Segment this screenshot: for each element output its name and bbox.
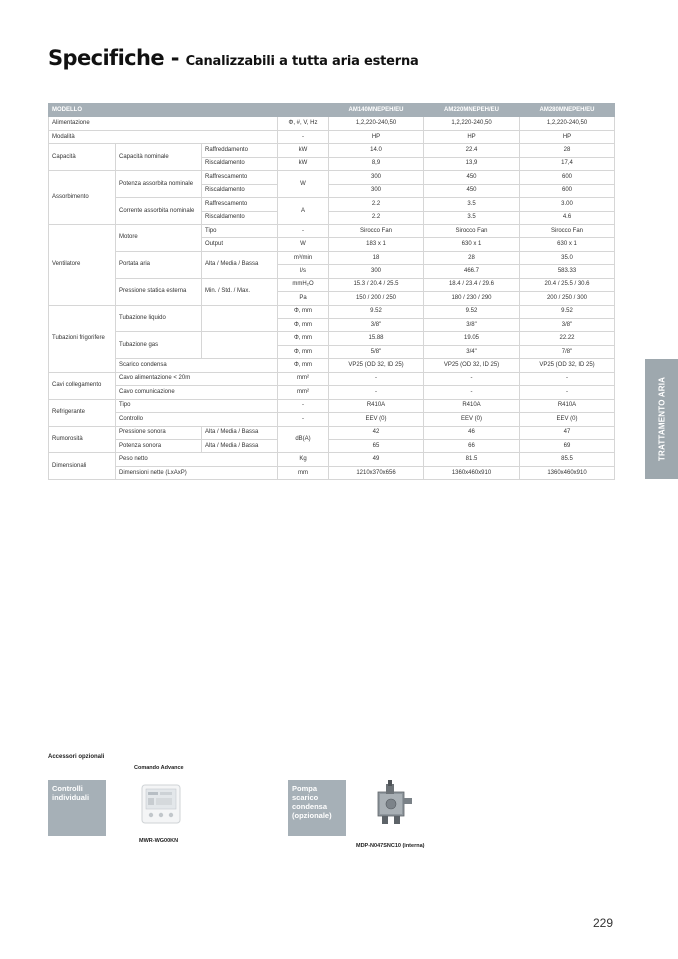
row-detail: Alta / Media / Bassa xyxy=(202,426,278,439)
unit-cell: - xyxy=(278,130,329,143)
row-detail: Alta / Media / Bassa xyxy=(202,251,278,278)
table-row xyxy=(49,466,615,479)
value-cell: 49 xyxy=(329,453,424,466)
value-cell: 35.0 xyxy=(520,251,615,264)
value-cell: 630 x 1 xyxy=(424,238,520,251)
value-cell: 9.52 xyxy=(424,305,520,318)
table-row xyxy=(49,117,615,130)
unit-cell: kW xyxy=(278,157,329,170)
value-cell: 300 xyxy=(329,265,424,278)
spec-table xyxy=(48,103,615,480)
table-row xyxy=(49,453,615,466)
row-sub-label: Capacità nominale xyxy=(116,144,202,171)
value-cell: 65 xyxy=(329,439,424,452)
value-cell: 1210x370x656 xyxy=(329,466,424,479)
value-cell: 466.7 xyxy=(424,265,520,278)
accessories-title: Accessori opzionali xyxy=(48,754,105,760)
section-side-tab xyxy=(645,359,678,479)
row-sub-label: Pressione sonora xyxy=(116,426,202,439)
value-cell: Sirocco Fan xyxy=(424,224,520,237)
header-model: AM280MNEPEH/EU xyxy=(520,104,615,117)
accessory-category-drain-pump: Pompa scarico condensa (opzionale) xyxy=(288,780,346,836)
value-cell: 13,9 xyxy=(424,157,520,170)
row-detail: Tipo xyxy=(202,224,278,237)
unit-cell: kW xyxy=(278,144,329,157)
row-detail: Raffrescamento xyxy=(202,171,278,184)
value-cell: 7/8" xyxy=(520,345,615,358)
value-cell: 8,9 xyxy=(329,157,424,170)
unit-cell: A xyxy=(278,198,329,225)
row-sub-label: Peso netto xyxy=(116,453,278,466)
row-group-label: Ventilatore xyxy=(49,224,116,305)
value-cell: 15.3 / 20.4 / 25.5 xyxy=(329,278,424,291)
unit-cell: Kg xyxy=(278,453,329,466)
value-cell: EEV (0) xyxy=(329,413,424,426)
value-cell: 28 xyxy=(424,251,520,264)
unit-cell: Pa xyxy=(278,292,329,305)
unit-cell: - xyxy=(278,413,329,426)
unit-cell: Φ, mm xyxy=(278,305,329,318)
value-cell: VP25 (OD 32, ID 25) xyxy=(329,359,424,372)
value-cell: 1360x460x910 xyxy=(424,466,520,479)
value-cell: HP xyxy=(520,130,615,143)
value-cell: 9.52 xyxy=(329,305,424,318)
header-model: AM220MNEPEH/EU xyxy=(424,104,520,117)
row-group-label: Capacità xyxy=(49,144,116,171)
row-sub-label: Dimensioni nette (LxAxP) xyxy=(116,466,278,479)
value-cell: 3.5 xyxy=(424,211,520,224)
row-sub-label: Tubazione gas xyxy=(116,332,202,359)
value-cell: 15.88 xyxy=(329,332,424,345)
value-cell: 46 xyxy=(424,426,520,439)
value-cell: 300 xyxy=(329,171,424,184)
value-cell: 18 xyxy=(329,251,424,264)
table-row xyxy=(49,439,615,452)
value-cell: 450 xyxy=(424,171,520,184)
value-cell: - xyxy=(520,372,615,385)
value-cell: 28 xyxy=(520,144,615,157)
value-cell: 583.33 xyxy=(520,265,615,278)
accessory-code: MWR-WG00KN xyxy=(139,838,179,844)
section-side-tab-label: TRATTAMENTO ARIA xyxy=(657,376,666,462)
row-detail: Output xyxy=(202,238,278,251)
table-row xyxy=(49,372,615,385)
value-cell: Sirocco Fan xyxy=(520,224,615,237)
row-detail xyxy=(202,332,278,359)
value-cell: 3/8" xyxy=(424,319,520,332)
drain-pump-image xyxy=(370,778,420,830)
value-cell: EEV (0) xyxy=(520,413,615,426)
value-cell: 600 xyxy=(520,171,615,184)
table-row xyxy=(49,426,615,439)
value-cell: 630 x 1 xyxy=(520,238,615,251)
page-title: Specifiche - Canalizzabili a tutta aria esterna xyxy=(48,46,419,70)
value-cell: 9.52 xyxy=(520,305,615,318)
row-detail: Min. / Std. / Max. xyxy=(202,278,278,305)
accessory-code: MDP-N047SNC10 (interna) xyxy=(356,843,425,849)
unit-cell: Φ, mm xyxy=(278,332,329,345)
table-row xyxy=(49,278,615,291)
unit-cell: mm xyxy=(278,466,329,479)
wired-remote-controller-image xyxy=(136,780,186,828)
value-cell: HP xyxy=(424,130,520,143)
row-sub-label: Scarico condensa xyxy=(116,359,278,372)
row-sub-label: Portata aria xyxy=(116,251,202,278)
unit-cell: W xyxy=(278,171,329,198)
accessory-category-controls: Controlli individuali xyxy=(48,780,106,836)
row-sub-label: Motore xyxy=(116,224,202,251)
unit-cell: l/s xyxy=(278,265,329,278)
table-row xyxy=(49,386,615,399)
table-row xyxy=(49,251,615,264)
row-group-label: Rumorosità xyxy=(49,426,116,453)
value-cell: 19.05 xyxy=(424,332,520,345)
row-detail: Riscaldamento xyxy=(202,184,278,197)
value-cell: 1,2,220-240,50 xyxy=(424,117,520,130)
row-detail: Riscaldamento xyxy=(202,211,278,224)
value-cell: 3.5 xyxy=(424,198,520,211)
value-cell: R410A xyxy=(520,399,615,412)
value-cell: - xyxy=(329,386,424,399)
value-cell: 2.2 xyxy=(329,198,424,211)
value-cell: 85.5 xyxy=(520,453,615,466)
table-row xyxy=(49,224,615,237)
value-cell: 69 xyxy=(520,439,615,452)
row-sub-label: Tipo xyxy=(116,399,278,412)
row-sub-label: Cavo comunicazione xyxy=(116,386,278,399)
table-row xyxy=(49,305,615,318)
row-group-label: Tubazioni frigorifere xyxy=(49,305,116,372)
value-cell: 3.00 xyxy=(520,198,615,211)
row-sub-label: Pressione statica esterna xyxy=(116,278,202,305)
value-cell: 17,4 xyxy=(520,157,615,170)
value-cell: 300 xyxy=(329,184,424,197)
value-cell: 20.4 / 25.5 / 30.6 xyxy=(520,278,615,291)
row-label: Alimentazione xyxy=(49,117,278,130)
value-cell: 47 xyxy=(520,426,615,439)
value-cell: - xyxy=(424,372,520,385)
row-group-label: Refrigerante xyxy=(49,399,116,426)
value-cell: EEV (0) xyxy=(424,413,520,426)
value-cell: 200 / 250 / 300 xyxy=(520,292,615,305)
unit-cell: Φ, #, V, Hz xyxy=(278,117,329,130)
value-cell: 3/8" xyxy=(329,319,424,332)
value-cell: VP25 (OD 32, ID 25) xyxy=(520,359,615,372)
value-cell: 3/4" xyxy=(424,345,520,358)
table-row xyxy=(49,171,615,184)
row-sub-label: Potenza sonora xyxy=(116,439,202,452)
unit-cell: mm² xyxy=(278,372,329,385)
value-cell: 42 xyxy=(329,426,424,439)
table-row xyxy=(49,198,615,211)
unit-cell: W xyxy=(278,238,329,251)
header-model: AM140MNEPEH/EU xyxy=(329,104,424,117)
value-cell: - xyxy=(329,372,424,385)
value-cell: 3/8" xyxy=(520,319,615,332)
value-cell: 22.22 xyxy=(520,332,615,345)
value-cell: 450 xyxy=(424,184,520,197)
value-cell: VP25 (OD 32, ID 25) xyxy=(424,359,520,372)
value-cell: 150 / 200 / 250 xyxy=(329,292,424,305)
row-group-label: Dimensionali xyxy=(49,453,116,480)
unit-cell: m³/min xyxy=(278,251,329,264)
row-detail xyxy=(202,305,278,332)
unit-cell: - xyxy=(278,224,329,237)
row-sub-label: Cavo alimentazione < 20m xyxy=(116,372,278,385)
unit-cell: mmH₂O xyxy=(278,278,329,291)
page-number: 229 xyxy=(593,916,614,930)
value-cell: 22.4 xyxy=(424,144,520,157)
table-row xyxy=(49,144,615,157)
value-cell: 4.6 xyxy=(520,211,615,224)
row-detail: Raffreddamento xyxy=(202,144,278,157)
accessory-product-title: Comando Advance xyxy=(134,765,184,771)
value-cell: Sirocco Fan xyxy=(329,224,424,237)
value-cell: 18.4 / 23.4 / 29.6 xyxy=(424,278,520,291)
value-cell: R410A xyxy=(424,399,520,412)
value-cell: HP xyxy=(329,130,424,143)
row-detail: Raffrescamento xyxy=(202,198,278,211)
value-cell: 180 / 230 / 290 xyxy=(424,292,520,305)
value-cell: R410A xyxy=(329,399,424,412)
header-label: MODELLO xyxy=(49,104,329,117)
value-cell: 183 x 1 xyxy=(329,238,424,251)
value-cell: 14.0 xyxy=(329,144,424,157)
table-row xyxy=(49,332,615,345)
row-sub-label: Potenza assorbita nominale xyxy=(116,171,202,198)
unit-cell: dB(A) xyxy=(278,426,329,453)
value-cell: 81.5 xyxy=(424,453,520,466)
table-row xyxy=(49,130,615,143)
unit-cell: Φ, mm xyxy=(278,359,329,372)
value-cell: 5/8" xyxy=(329,345,424,358)
row-detail: Alta / Media / Bassa xyxy=(202,439,278,452)
row-group-label: Cavi collegamento xyxy=(49,372,116,399)
table-row xyxy=(49,359,615,372)
unit-cell: - xyxy=(278,399,329,412)
value-cell: 2.2 xyxy=(329,211,424,224)
row-group-label: Assorbimento xyxy=(49,171,116,225)
value-cell: - xyxy=(520,386,615,399)
table-row xyxy=(49,399,615,412)
value-cell: 1,2,220-240,50 xyxy=(520,117,615,130)
value-cell: - xyxy=(424,386,520,399)
row-sub-label: Corrente assorbita nominale xyxy=(116,198,202,225)
row-sub-label: Tubazione liquido xyxy=(116,305,202,332)
table-row xyxy=(49,413,615,426)
value-cell: 600 xyxy=(520,184,615,197)
table-header-row xyxy=(49,104,615,117)
row-detail: Riscaldamento xyxy=(202,157,278,170)
value-cell: 1,2,220-240,50 xyxy=(329,117,424,130)
row-sub-label: Controllo xyxy=(116,413,278,426)
unit-cell: Φ, mm xyxy=(278,319,329,332)
unit-cell: mm² xyxy=(278,386,329,399)
value-cell: 66 xyxy=(424,439,520,452)
value-cell: 1360x460x910 xyxy=(520,466,615,479)
unit-cell: Φ, mm xyxy=(278,345,329,358)
row-label: Modalità xyxy=(49,130,278,143)
